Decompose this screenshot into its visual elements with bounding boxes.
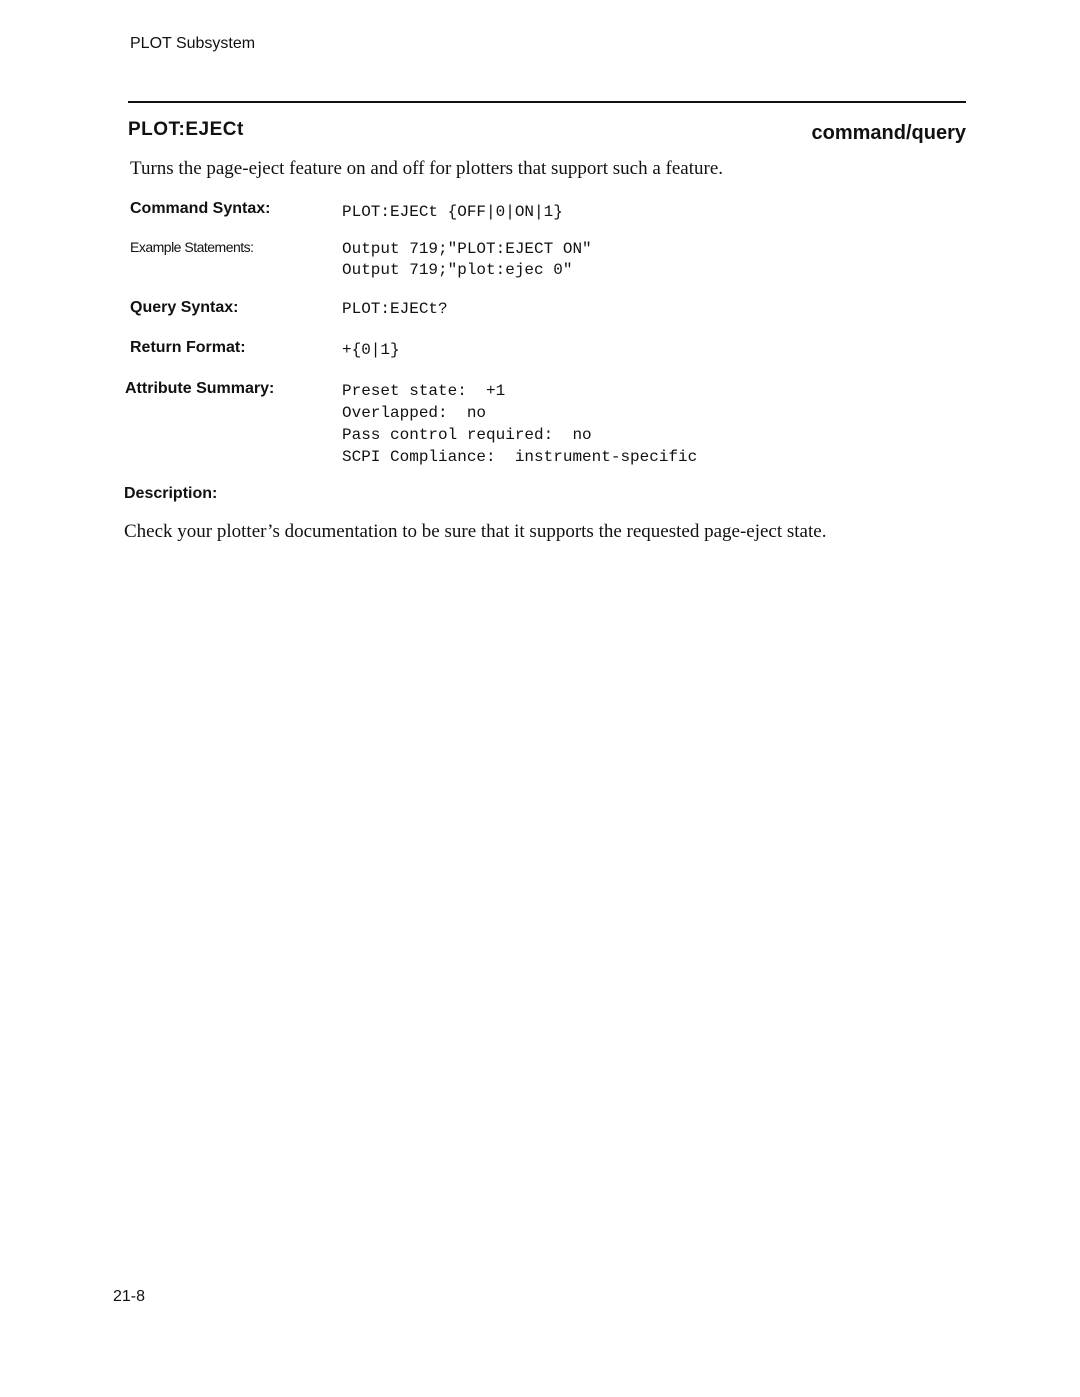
description-label: Description: xyxy=(124,485,218,502)
example-statement-2: Output 719;"plot:ejec 0" xyxy=(342,261,573,279)
attribute-summary-label: Attribute Summary: xyxy=(125,380,275,397)
command-syntax-label: Command Syntax: xyxy=(130,200,271,217)
section-divider xyxy=(128,101,966,103)
attribute-scpi-compliance: SCPI Compliance: instrument-specific xyxy=(342,448,698,466)
page-number: 21-8 xyxy=(113,1288,146,1305)
example-statements-label: Example Statements: xyxy=(130,239,254,255)
command-summary: Turns the page-eject feature on and off for plotters that support such a feature. xyxy=(130,158,724,179)
query-syntax-value: PLOT:EJECt? xyxy=(342,300,448,318)
description-text: Check your plotter’s documentation to be sure that it supports the requested page-eject state. xyxy=(124,521,827,542)
return-format-label: Return Format: xyxy=(130,339,246,356)
command-syntax-value: PLOT:EJECt {OFF|0|ON|1} xyxy=(342,203,563,221)
running-header: PLOT Subsystem xyxy=(130,35,256,52)
attribute-pass-control: Pass control required: no xyxy=(342,426,592,444)
command-title: PLOT:EJECt xyxy=(128,119,244,140)
attribute-overlapped: Overlapped: no xyxy=(342,404,487,422)
return-format-value: +{0|1} xyxy=(342,341,400,359)
command-type: command/query xyxy=(811,122,966,144)
query-syntax-label: Query Syntax: xyxy=(130,299,239,316)
example-statement-1: Output 719;"PLOT:EJECT ON" xyxy=(342,240,592,258)
attribute-preset-state: Preset state: +1 xyxy=(342,382,506,400)
